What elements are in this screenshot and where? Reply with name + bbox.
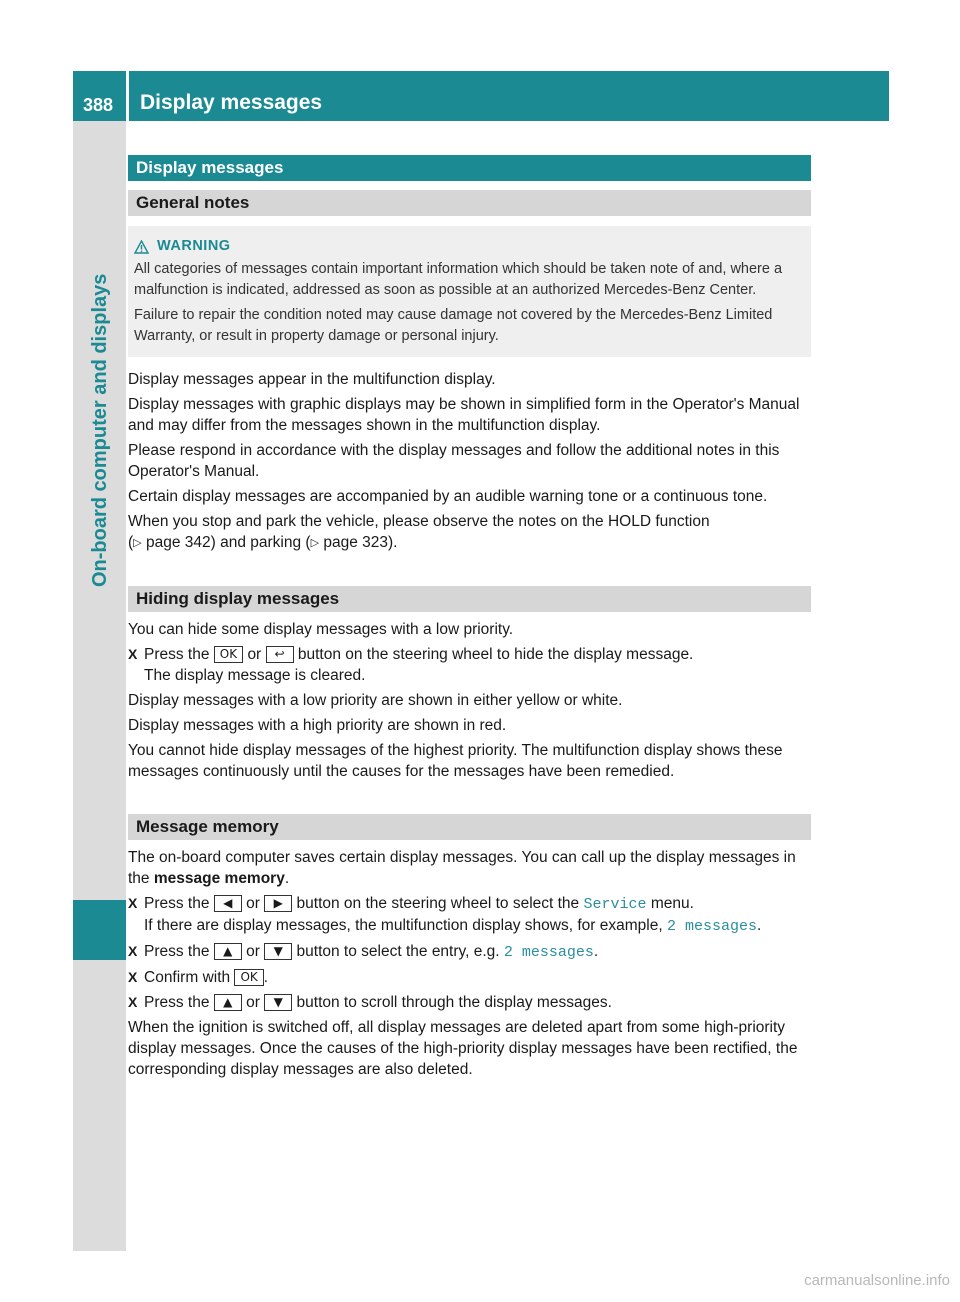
arrow-right-icon: X: [128, 969, 138, 985]
warning-title: WARNING: [134, 236, 805, 257]
ok-key-icon: OK: [234, 969, 263, 986]
page-number: 388: [83, 95, 114, 115]
paragraph: When the ignition is switched off, all display messages are deleted apart from some high-priority display messages. Once the causes of the high-priority display messages have been rectified, the corresponding display messages are also deleted.: [128, 1019, 798, 1078]
header-divider: [126, 71, 129, 121]
triangle-right-icon: ▷: [310, 537, 320, 549]
down-key-icon: ▼: [264, 994, 292, 1011]
warning-text-2: Failure to repair the condition noted may cause damage not covered by the Mercedes-Benz Limited Warranty, or result in property damage or personal injury.: [134, 307, 773, 344]
page-reference-link[interactable]: page 323: [323, 534, 388, 551]
warning-box: [128, 226, 811, 357]
content: [128, 155, 811, 1084]
paragraph: Please respond in accordance with the display messages and follow the additional notes in this Operator's Manual.: [128, 442, 780, 480]
arrow-right-icon: X: [128, 646, 138, 662]
arrow-right-icon: X: [128, 895, 138, 911]
paragraph: Display messages with a high priority are shown in red.: [128, 717, 507, 734]
paragraph: Certain display messages are accompanied by an audible warning tone or a continuous tone.: [128, 488, 768, 505]
list-item: X Press the ◀ or ▶ button on the steering wheel to select the Service menu. If there are display messages, the multifunction display shows, for example, 2 messages.: [128, 895, 762, 935]
section-heading-general-notes: General notes: [128, 190, 811, 216]
warning-text-1: All categories of messages contain important information which should be taken note of and, where a malfunction is indicated, addressed as soon as possible at an authorized Mercedes-Benz Center.: [134, 261, 783, 298]
section-heading-message-memory: Message memory: [128, 814, 811, 840]
header-title: Display messages: [140, 91, 323, 114]
list-item: X Press the ▲ or ▼ button to scroll through the display messages.: [128, 994, 612, 1011]
list-item: X Press the ▲ or ▼ button to select the entry, e.g. 2 messages.: [128, 943, 599, 961]
left-key-icon: ◀: [214, 895, 242, 912]
back-key-icon: ↩: [266, 646, 294, 663]
ok-key-icon: OK: [214, 646, 243, 663]
list-item: X Confirm with OK .: [128, 969, 269, 986]
up-key-icon: ▲: [214, 943, 242, 960]
page-reference-link[interactable]: page 342: [145, 534, 211, 551]
paragraph: You can hide some display messages with a low priority.: [128, 621, 514, 638]
triangle-right-icon: ▷: [133, 537, 142, 549]
side-tab-marker: [73, 900, 126, 960]
warning-triangle-icon: [134, 240, 149, 254]
paragraph-hold-reference: When you stop and park the vehicle, please observe the notes on the HOLD function (▷ page 342) and parking (▷ page 323).: [128, 513, 710, 551]
right-key-icon: ▶: [264, 895, 292, 912]
paragraph: Display messages with a low priority are shown in either yellow or white.: [128, 692, 623, 709]
paragraph: You cannot hide display messages of the highest priority. The multifunction display shows these messages continuously until the causes for the messages have been remedied.: [128, 742, 783, 780]
paragraph: Display messages with graphic displays may be shown in simplified form in the Operator's Manual and may differ from the messages shown in the multifunction display.: [128, 396, 800, 434]
paragraph: Display messages appear in the multifunction display.: [128, 371, 496, 388]
watermark: carmanualsonline.info: [804, 1272, 950, 1289]
arrow-right-icon: X: [128, 943, 138, 959]
down-key-icon: ▼: [264, 943, 292, 960]
section-heading-hiding-display-messages: Hiding display messages: [128, 586, 811, 612]
up-key-icon: ▲: [214, 994, 242, 1011]
section-heading-display-messages: Display messages: [128, 155, 811, 181]
list-item: X Press the OK or ↩ button on the steering wheel to hide the display message. The display message is cleared.: [128, 646, 694, 684]
paragraph: The on-board computer saves certain display messages. You can call up the display messages in the message memory.: [128, 849, 796, 887]
arrow-right-icon: X: [128, 994, 138, 1010]
